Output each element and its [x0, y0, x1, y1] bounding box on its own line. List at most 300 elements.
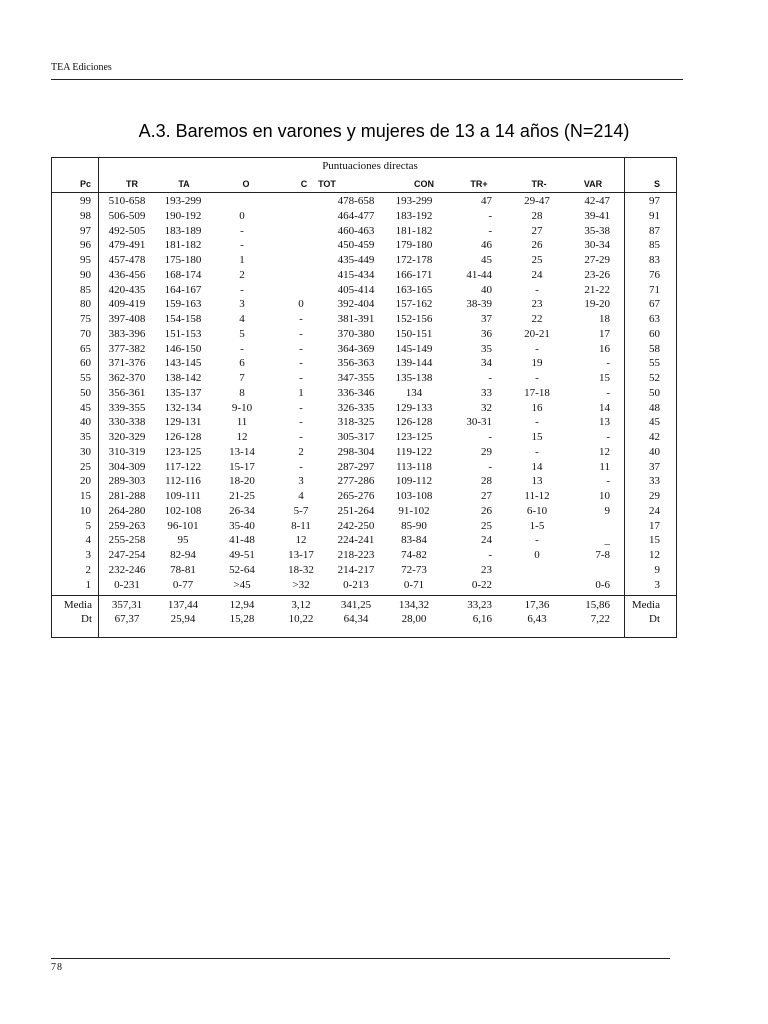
table-cell: 3	[85, 549, 91, 561]
table-cell: 29-47	[524, 195, 550, 207]
table-cell: 58	[649, 343, 660, 355]
table-cell: 32	[481, 402, 492, 414]
table-cell: 20	[80, 475, 91, 487]
table-cell: 14	[599, 402, 610, 414]
table-cell: 96	[80, 239, 91, 251]
table-cell: 259-263	[108, 520, 146, 532]
table-cell: 50	[80, 387, 91, 399]
table-cell: 12	[295, 534, 307, 546]
table-cell: 9-10	[231, 402, 253, 414]
table-cell: 30-31	[466, 416, 492, 428]
table-cell: 126-128	[395, 416, 433, 428]
table-cell: 26-34	[229, 505, 255, 517]
table-cell: 339-355	[108, 402, 146, 414]
table-cell: 1	[298, 387, 304, 399]
table-cell: -	[299, 431, 303, 443]
table-cell: 85	[80, 284, 91, 296]
table-cell: 356-363	[337, 357, 375, 369]
table-cell: 420-435	[108, 284, 146, 296]
table-cell: -	[240, 343, 244, 355]
table-cell: 0-22	[471, 579, 492, 591]
table-cell: 4	[239, 313, 245, 325]
table-cell: 42	[649, 431, 660, 443]
table-cell: 27-29	[584, 254, 610, 266]
table-cell: 103-108	[395, 490, 433, 502]
table-cell: 35-40	[229, 520, 255, 532]
table-title: A.3. Baremos en varones y mujeres de 13 a 14 años (N=214)	[138, 121, 630, 141]
table-cell: 40	[481, 284, 492, 296]
table-cell: 15	[649, 534, 660, 546]
table-cell: -	[488, 431, 492, 443]
table-cell: 371-376	[108, 357, 146, 369]
table-cell: 33	[481, 387, 492, 399]
table-cell: -	[606, 357, 610, 369]
table-cell: 40	[649, 446, 660, 458]
table-cell: 4	[298, 490, 304, 502]
table-cell: 2	[298, 446, 304, 458]
table-cell: 46	[481, 239, 492, 251]
table-cell: -	[488, 372, 492, 384]
table-cell: -	[535, 372, 539, 384]
table-cell: 0-231	[114, 579, 140, 591]
table-cell: 13	[599, 416, 610, 428]
table-cell: 8-11	[291, 520, 311, 532]
table-cell: 242-250	[337, 520, 375, 532]
table-cell: 151-153	[164, 328, 202, 340]
table-cell: 33	[649, 475, 660, 487]
table-cell: -	[488, 461, 492, 473]
table-cell: 181-182	[395, 225, 433, 237]
table-cell: 277-286	[337, 475, 375, 487]
table-cell: 126-128	[164, 431, 202, 443]
table-cell: 11	[236, 416, 248, 428]
footer-cell: Dt	[81, 613, 92, 625]
table-cell: 17	[649, 520, 660, 532]
table-cell: 436-456	[108, 269, 146, 281]
column-header: TA	[178, 179, 190, 189]
table-cell: -	[299, 343, 303, 355]
table-cell: 21-25	[229, 490, 255, 502]
table-cell: 67	[649, 298, 660, 310]
footer-cell: 25,94	[170, 613, 196, 625]
footer-cell: 15,86	[585, 599, 610, 611]
table-cell: -	[606, 431, 610, 443]
table-cell: 6	[239, 357, 245, 369]
footer-cell: 357,31	[111, 599, 143, 611]
table-cell: 70	[80, 328, 91, 340]
table-cell: -	[299, 372, 303, 384]
header-rule	[51, 79, 683, 80]
table-cell: -	[535, 416, 539, 428]
table-cell: -	[606, 475, 610, 487]
table-cell: 157-162	[395, 298, 433, 310]
table-cell: 138-142	[164, 372, 202, 384]
table-cell: 74-82	[401, 549, 427, 561]
column-header: O	[242, 179, 250, 189]
table-cell: 154-158	[164, 313, 202, 325]
column-header: Pc	[79, 179, 91, 189]
table-cell: 27	[481, 490, 492, 502]
table-cell: 10	[599, 490, 610, 502]
table-cell: 30-34	[584, 239, 610, 251]
table-cell: 5	[85, 520, 91, 532]
table-divider-pc	[98, 157, 99, 638]
table-cell: 25	[531, 254, 543, 266]
table-cell: 330-338	[108, 416, 146, 428]
table-cell: 36	[481, 328, 492, 340]
table-cell: 19	[531, 357, 543, 369]
table-cell: 96-101	[167, 520, 199, 532]
publisher-header: TEA Ediciones	[51, 62, 112, 73]
column-header: TOT	[318, 179, 336, 189]
table-cell: 405-414	[337, 284, 375, 296]
table-cell: >45	[233, 579, 251, 591]
table-cell: 492-505	[108, 225, 146, 237]
table-cell: 356-361	[108, 387, 146, 399]
table-cell: 450-459	[337, 239, 375, 251]
table-cell: -	[240, 284, 244, 296]
table-cell: 75	[80, 313, 91, 325]
table-cell: 139-144	[395, 357, 433, 369]
table-cell: 7-8	[595, 549, 610, 561]
table-cell: 0	[239, 210, 245, 222]
table-cell: 377-382	[108, 343, 146, 355]
table-cell: 17-18	[524, 387, 550, 399]
table-cell: 109-111	[165, 490, 201, 502]
table-cell: 18-20	[229, 475, 255, 487]
table-cell: 97	[649, 195, 660, 207]
table-cell: 41-48	[229, 534, 255, 546]
table-cell: 190-192	[164, 210, 202, 222]
footer-cell: 28,00	[401, 613, 427, 625]
table-cell: 15	[80, 490, 91, 502]
table-cell: 193-299	[395, 195, 433, 207]
table-cell: 16	[599, 343, 610, 355]
table-cell: 29	[481, 446, 492, 458]
table-cell: 129-133	[395, 402, 433, 414]
column-header: S	[653, 179, 660, 189]
table-cell: 52	[649, 372, 660, 384]
table-cell: 18-32	[288, 564, 314, 576]
table-cell: -	[535, 284, 539, 296]
footer-cell: 137,44	[167, 599, 199, 611]
footer-cell: 6,43	[527, 613, 547, 625]
table-cell: 26	[481, 505, 492, 517]
table-cell: 247-254	[108, 549, 146, 561]
table-cell: 1	[239, 254, 245, 266]
table-cell: 113-118	[396, 461, 432, 473]
table-cell: 23	[531, 298, 543, 310]
table-cell: 2	[85, 564, 91, 576]
table-cell: 175-180	[164, 254, 202, 266]
table-cell: 298-304	[337, 446, 375, 458]
table-cell: -	[488, 210, 492, 222]
table-cell: -	[240, 225, 244, 237]
table-cell: 72-73	[401, 564, 427, 576]
table-cell: 24	[649, 505, 660, 517]
table-cell: 14	[531, 461, 543, 473]
table-cell: 83-84	[401, 534, 427, 546]
table-cell: 35	[481, 343, 492, 355]
table-cell: 310-319	[108, 446, 146, 458]
table-cell: 99	[80, 195, 91, 207]
footer-cell: 67,37	[114, 613, 140, 625]
table-cell: 181-182	[164, 239, 202, 251]
table-cell: -	[299, 416, 303, 428]
table-cell: 98	[80, 210, 91, 222]
footer-cell: Dt	[649, 613, 660, 625]
table-cell: 63	[649, 313, 660, 325]
table-cell: 17	[599, 328, 610, 340]
table-cell: 0-6	[595, 579, 610, 591]
table-cell: 85	[649, 239, 660, 251]
table-cell: 25	[80, 461, 91, 473]
table-cell: 95	[177, 534, 189, 546]
table-header-rule	[51, 192, 677, 193]
table-cell: 41-44	[466, 269, 492, 281]
table-cell: 168-174	[164, 269, 202, 281]
table-cell: 47	[481, 195, 492, 207]
table-cell: 52-64	[229, 564, 255, 576]
table-cell: 304-309	[108, 461, 146, 473]
table-cell: 164-167	[164, 284, 202, 296]
table-cell: 364-369	[337, 343, 375, 355]
table-cell: 27	[531, 225, 543, 237]
table-cell: 383-396	[108, 328, 146, 340]
footer-cell: 10,22	[288, 613, 314, 625]
table-cell: 7	[239, 372, 245, 384]
table-cell: 10	[80, 505, 91, 517]
table-cell: 55	[80, 372, 91, 384]
table-cell: 45	[649, 416, 660, 428]
table-cell: 15	[531, 431, 543, 443]
table-cell: 415-434	[337, 269, 375, 281]
table-cell: 12	[599, 446, 610, 458]
table-cell: -	[606, 387, 610, 399]
table-cell: 117-122	[164, 461, 202, 473]
table-cell: 143-145	[164, 357, 202, 369]
table-cell: 2	[239, 269, 245, 281]
table-cell: 15	[599, 372, 610, 384]
table-cell: 80	[80, 298, 91, 310]
table-cell: -	[535, 446, 539, 458]
table-cell: 26	[531, 239, 543, 251]
table-cell: 112-116	[165, 475, 201, 487]
table-cell: 83	[649, 254, 660, 266]
table-cell: 42-47	[584, 195, 610, 207]
table-cell: -	[240, 239, 244, 251]
table-cell: 24	[481, 534, 492, 546]
table-cell: 37	[649, 461, 660, 473]
table-cell: -	[535, 343, 539, 355]
table-cell: 464-477	[337, 210, 375, 222]
table-cell: -	[535, 534, 539, 546]
table-cell: 49-51	[229, 549, 255, 561]
table-cell: 479-491	[108, 239, 146, 251]
table-cell: 78-81	[170, 564, 196, 576]
table-cell: 65	[80, 343, 91, 355]
footer-cell: 17,36	[524, 599, 550, 611]
table-cell: 12	[236, 431, 248, 443]
table-footer-rule	[51, 595, 677, 596]
table-cell: 218-223	[337, 549, 375, 561]
table-cell: 60	[80, 357, 91, 369]
table-cell: 22	[531, 313, 543, 325]
table-cell: 183-189	[164, 225, 202, 237]
table-cell: 82-94	[170, 549, 196, 561]
footer-cell: 6,16	[472, 613, 492, 625]
table-cell: 109-112	[395, 475, 433, 487]
table-cell: 23	[481, 564, 492, 576]
table-cell: -	[299, 328, 303, 340]
table-cell: 13	[531, 475, 543, 487]
table-cell: 28	[481, 475, 492, 487]
table-cell: 132-134	[164, 402, 202, 414]
table-cell: 506-509	[108, 210, 146, 222]
table-cell: 30	[80, 446, 91, 458]
table-cell: 97	[80, 225, 91, 237]
table-cell: 60	[649, 328, 660, 340]
table-cell: 9	[654, 564, 660, 576]
column-header: C	[300, 179, 308, 189]
table-cell: 409-419	[108, 298, 146, 310]
table-cell: 91-102	[398, 505, 430, 517]
table-cell: 23-26	[584, 269, 610, 281]
table-cell: -	[299, 313, 303, 325]
table-cell: 15-17	[229, 461, 255, 473]
table-cell: 150-151	[395, 328, 433, 340]
table-cell: 6-10	[526, 505, 548, 517]
table-cell: 76	[649, 269, 660, 281]
table-cell: 193-299	[164, 195, 202, 207]
table-cell: -	[299, 357, 303, 369]
column-header: TR	[126, 179, 138, 189]
table-cell: 3	[239, 298, 245, 310]
table-cell: 102-108	[164, 505, 202, 517]
table-cell: 39-41	[584, 210, 610, 222]
table-cell: 224-241	[337, 534, 375, 546]
table-cell: 163-165	[395, 284, 433, 296]
footer-cell: 134,32	[398, 599, 430, 611]
table-cell: 457-478	[108, 254, 146, 266]
footer-cell: 33,23	[467, 599, 492, 611]
table-cell: 435-449	[337, 254, 375, 266]
table-cell: 281-288	[108, 490, 146, 502]
table-cell: 0-77	[172, 579, 194, 591]
column-header: VAR	[583, 179, 603, 189]
table-cell: 55	[649, 357, 660, 369]
table-cell: 38-39	[466, 298, 492, 310]
table-cell: 370-380	[337, 328, 375, 340]
table-cell: 9	[604, 505, 610, 517]
table-cell: >32	[292, 579, 310, 591]
group-header: Puntuaciones directas	[322, 160, 418, 172]
table-cell: 40	[80, 416, 91, 428]
table-cell: 87	[649, 225, 660, 237]
table-cell: 320-329	[108, 431, 146, 443]
table-cell: 135-138	[395, 372, 433, 384]
table-cell: 347-355	[337, 372, 375, 384]
table-cell: 460-463	[337, 225, 375, 237]
table-cell: 21-22	[584, 284, 610, 296]
table-cell: 0	[534, 549, 540, 561]
table-cell: 214-217	[337, 564, 375, 576]
table-cell: 264-280	[108, 505, 146, 517]
table-cell: 362-370	[108, 372, 146, 384]
table-cell: 45	[481, 254, 492, 266]
table-cell: 146-150	[164, 343, 202, 355]
table-cell: 397-408	[108, 313, 146, 325]
footer-rule	[51, 958, 670, 959]
table-divider-s	[624, 157, 625, 638]
table-cell: _	[604, 534, 610, 546]
table-cell: 18	[599, 313, 610, 325]
table-cell: 152-156	[395, 313, 433, 325]
table-cell: -	[488, 225, 492, 237]
table-cell: 25	[481, 520, 492, 532]
footer-cell: 12,94	[229, 599, 255, 611]
table-cell: 95	[80, 254, 91, 266]
table-cell: 16	[531, 402, 543, 414]
table-cell: 510-658	[108, 195, 146, 207]
table-cell: 326-335	[337, 402, 375, 414]
table-cell: -	[299, 402, 303, 414]
table-cell: 35	[80, 431, 91, 443]
table-cell: 1-5	[529, 520, 545, 532]
table-cell: 29	[649, 490, 660, 502]
table-cell: 5-7	[293, 505, 309, 517]
column-header: CON	[414, 179, 434, 189]
table-cell: 11	[599, 461, 610, 473]
table-cell: 20-21	[524, 328, 550, 340]
table-cell: 123-125	[164, 446, 202, 458]
footer-cell: 7,22	[590, 613, 610, 625]
table-cell: 134	[405, 387, 423, 399]
table-cell: 3	[298, 475, 304, 487]
footer-cell: 341,25	[340, 599, 372, 611]
table-cell: 13-14	[229, 446, 255, 458]
table-cell: 11-12	[524, 490, 550, 502]
table-cell: 0-213	[343, 579, 369, 591]
table-cell: 289-303	[108, 475, 146, 487]
table-cell: 119-122	[395, 446, 433, 458]
table-cell: 8	[239, 387, 245, 399]
column-header: TR-	[531, 179, 547, 189]
table-cell: 232-246	[108, 564, 146, 576]
table-cell: 123-125	[395, 431, 433, 443]
table-cell: 135-137	[164, 387, 202, 399]
table-cell: 381-391	[337, 313, 375, 325]
table-cell: 45	[80, 402, 91, 414]
table-cell: 305-317	[337, 431, 375, 443]
table-cell: 251-264	[337, 505, 375, 517]
table-cell: 12	[649, 549, 660, 561]
table-cell: 28	[531, 210, 543, 222]
table-cell: 90	[80, 269, 91, 281]
table-cell: 183-192	[395, 210, 433, 222]
table-cell: 287-297	[337, 461, 375, 473]
footer-cell: 15,28	[229, 613, 255, 625]
table-cell: 265-276	[337, 490, 375, 502]
table-cell: 159-163	[164, 298, 202, 310]
table-cell: 478-658	[337, 195, 375, 207]
table-cell: 336-346	[337, 387, 375, 399]
table-cell: 0	[298, 298, 304, 310]
table-cell: 3	[654, 579, 660, 591]
table-cell: 1	[85, 579, 91, 591]
table-cell: 19-20	[584, 298, 610, 310]
table-cell: 318-325	[337, 416, 375, 428]
